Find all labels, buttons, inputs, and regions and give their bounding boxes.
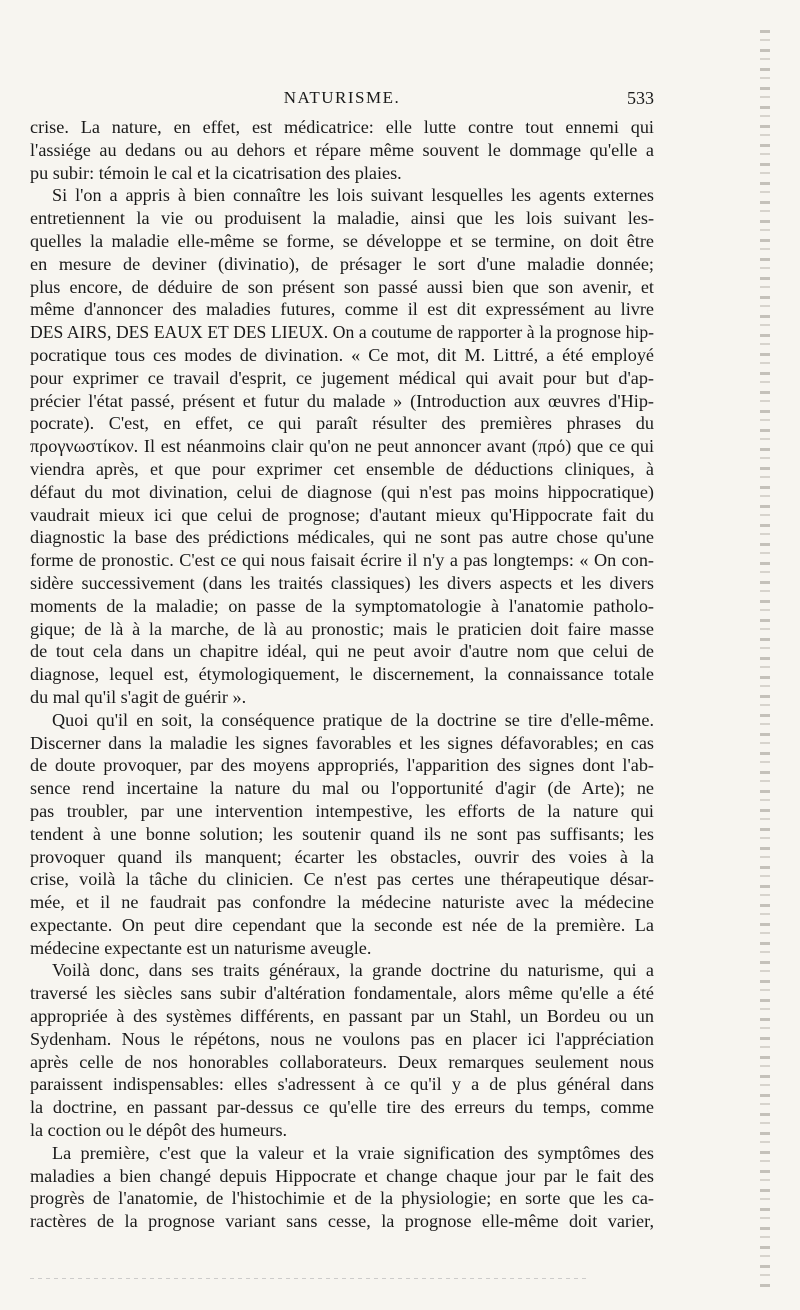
text-line: crise. La nature, en effet, est médicatrice: elle lutte contre tout ennemi qui bbox=[30, 117, 654, 137]
text-line: pu subir: témoin le cal et la cicatrisation des plaies. bbox=[30, 162, 402, 183]
text-line: tendent à une bonne solution; les soutenir quand ils ne sont pas suffisants; les bbox=[30, 823, 654, 844]
text-line: προγνωστίκον. Il est néanmoins clair qu'on ne peut annoncer avant (πρό) que ce qui bbox=[30, 436, 654, 457]
text-line: diagnose, lequel est, étymologiquement, le discernement, la connaissance totale bbox=[30, 664, 654, 685]
text-line: la doctrine, en passant par-dessus ce qu'elle tire des erreurs du temps, comme bbox=[30, 1097, 654, 1118]
text-line: appropriée à des systèmes différents, en passant par un Stahl, un Bordeu ou un bbox=[30, 1006, 654, 1027]
text-line: de doute provoquer, par des moyens appropriés, l'apparition des signes dont l'ab- bbox=[30, 755, 654, 776]
text-line: de tout cela dans un chapitre idéal, qui ne peut avoir d'autre nom que celui de bbox=[30, 641, 654, 662]
text-line: en mesure de deviner (divinatio), de présager le sort d'une maladie donnée; bbox=[30, 253, 654, 274]
text-line: moments de la maladie; on passe de la symptomatologie à l'anatomie patholo- bbox=[30, 595, 654, 616]
text-line: Sydenham. Nous le répétons, nous ne voulons pas en placer ici l'appréciation bbox=[30, 1028, 654, 1049]
text-line: défaut du mot divination, celui de diagnose (qui n'est pas moins hippocratique) bbox=[30, 481, 654, 502]
text-line: du mal qu'il s'agit de guérir ». bbox=[30, 686, 247, 707]
text-line: même d'annoncer des maladies futures, comme il est dit expressément au livre bbox=[30, 299, 654, 320]
text-line: ractères de la prognose variant sans cesse, la prognose elle-même doit varier, bbox=[30, 1211, 654, 1232]
text-line: pour exprimer ce travail d'esprit, ce jugement médical qui avait pour but d'ap- bbox=[30, 367, 654, 388]
page-number: 533 bbox=[627, 88, 654, 108]
text-line: pas troubler, par une intervention intempestive, les efforts de la nature qui bbox=[30, 800, 654, 821]
text-line: paraissent indispensables: elles s'adressent à ce qu'il y a de plus général dans bbox=[30, 1074, 654, 1095]
running-head bbox=[30, 88, 654, 112]
text-line: DES AIRS, DES EAUX ET DES LIEUX. On a coutume de rapporter à la prognose hip- bbox=[30, 322, 654, 343]
text-line: plus encore, de déduire de son présent son passé aussi bien que son avenir, et bbox=[30, 276, 654, 297]
paragraph-start-line: Voilà donc, dans ses traits généraux, la grande doctrine du naturisme, qui a bbox=[52, 960, 654, 981]
text-line: progrès de l'anatomie, de l'histochimie et de la physiologie; en sorte que les ca- bbox=[30, 1188, 654, 1209]
text-line: crise, voilà la tâche du clinicien. Ce n'est pas certes une thérapeutique désar- bbox=[30, 869, 654, 890]
text-line: sidère successivement (dans les traités classiques) les divers aspects et les divers bbox=[30, 572, 654, 593]
text-line: mée, et il ne faudrait pas confondre la médecine naturiste avec la médecine bbox=[30, 892, 654, 913]
text-line: provoquer quand ils manquent; écarter les obstacles, ouvrir des voies à la bbox=[30, 846, 654, 867]
scan-margin-marks bbox=[760, 30, 770, 1290]
running-title: NATURISME. bbox=[283, 88, 401, 107]
text-line: médecine expectante est un naturisme aveugle. bbox=[30, 937, 372, 958]
text-line: Discerner dans la maladie les signes favorables et les signes défavorables; en cas bbox=[30, 732, 654, 753]
text-line: la coction ou le dépôt des humeurs. bbox=[30, 1120, 288, 1141]
text-line: diagnostic la base des prédictions médicales, qui ne sont pas autre chose qu'une bbox=[30, 527, 654, 548]
text-line: sence rend incertaine la nature du mal ou l'opportunité d'agir (de Arte); ne bbox=[30, 778, 654, 799]
paragraph-start-line: La première, c'est que la valeur et la vraie signification des symptômes des bbox=[52, 1142, 654, 1163]
text-line: forme de pronostic. C'est ce qui nous faisait écrire il n'y a pas longtemps: « On con- bbox=[30, 550, 654, 571]
text-line: précier l'état passé, présent et futur du malade » (Introduction aux œuvres d'Hip- bbox=[30, 390, 654, 411]
paragraph-start-line: Quoi qu'il en soit, la conséquence pratique de la doctrine se tire d'elle-même. bbox=[52, 709, 654, 730]
text-line: vaudrait mieux ici que celui de prognose; d'autant mieux qu'Hippocrate fait du bbox=[30, 504, 654, 525]
text-line: traversé les siècles sans subir d'altération fondamentale, alors même qu'elle a été bbox=[30, 983, 654, 1004]
text-line: après celle de nos honorables collaborateurs. Deux remarques seulement nous bbox=[30, 1051, 654, 1072]
text-line: quelles la maladie elle-même se forme, se développe et se termine, on doit être bbox=[30, 230, 654, 251]
scan-bottom-artifact bbox=[30, 1278, 590, 1279]
paragraph-start-line: Si l'on a appris à bien connaître les lois suivant lesquelles les agents externes bbox=[52, 185, 654, 206]
text-line: maladies a bien changé depuis Hippocrate et change chaque jour par le fait des bbox=[30, 1165, 654, 1186]
text-line: entretiennent la vie ou produisent la maladie, ainsi que les lois suivant les- bbox=[30, 208, 654, 229]
body-text bbox=[30, 116, 654, 1233]
text-line: gique; de là à la marche, de là au pronostic; mais le praticien doit faire masse bbox=[30, 618, 654, 639]
text-line: pocratique tous ces modes de divination. « Ce mot, dit M. Littré, a été employé bbox=[30, 344, 654, 365]
text-line: pocrate). C'est, en effet, ce qui paraît résulter des premières phrases du bbox=[30, 413, 654, 434]
text-line: viendra après, et que pour exprimer cet ensemble de déductions cliniques, à bbox=[30, 458, 654, 479]
text-line: l'assiége au dedans ou au dehors et répare même souvent le dommage qu'elle a bbox=[30, 139, 654, 160]
text-line: expectante. On peut dire cependant que la seconde est née de la première. La bbox=[30, 914, 654, 935]
